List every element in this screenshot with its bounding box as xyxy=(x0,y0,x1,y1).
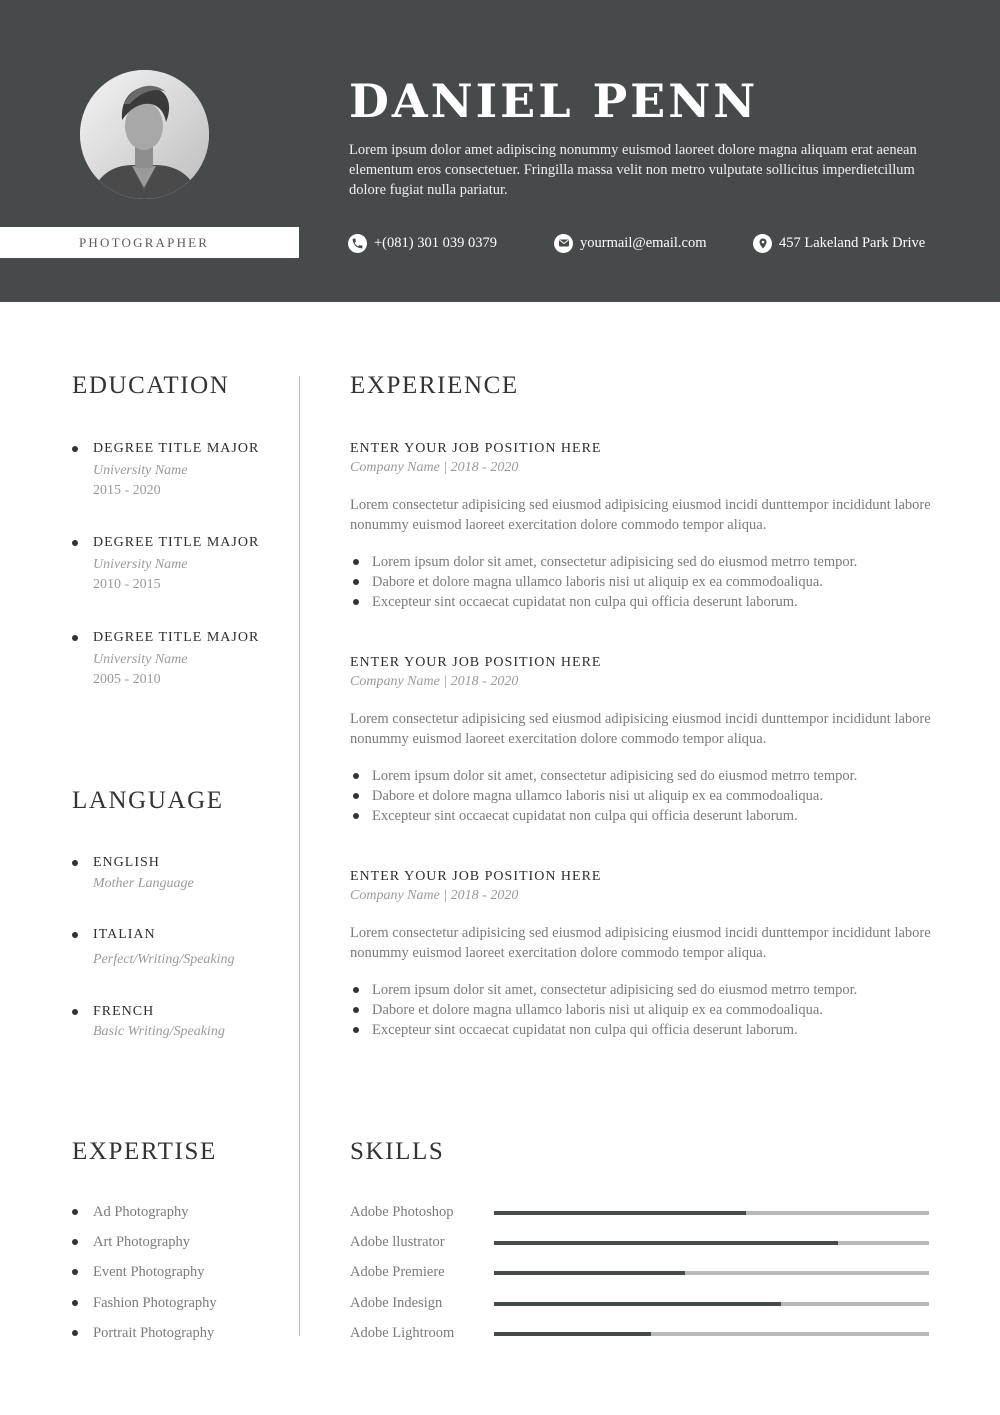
education-degree: DEGREE TITLE MAJOR xyxy=(93,441,260,456)
skill-bar-track xyxy=(494,1241,929,1245)
language-title: LANGUAGE xyxy=(72,787,224,814)
avatar xyxy=(80,70,209,199)
education-degree: DEGREE TITLE MAJOR xyxy=(93,630,260,645)
language-bullet xyxy=(72,1009,78,1015)
language-name: ITALIAN xyxy=(93,927,156,942)
contact-phone[interactable] xyxy=(348,232,497,254)
contact-address[interactable] xyxy=(753,232,925,254)
job-bullet: Lorem ipsum dolor sit amet, consectetur adipisicing sed do eiusmod metrro tempor. xyxy=(350,980,940,1000)
language-level: Perfect/Writing/Speaking xyxy=(93,952,235,967)
skills-title: SKILLS xyxy=(350,1138,445,1165)
education-bullet xyxy=(72,540,78,546)
profile-summary: Lorem ipsum dolor amet adipiscing nonummy euismod laoreet dolore magna aliquam erat aenean elementum eros consectetuer. Fringilla massa velit non metro vulputate sollicitus imperdietcillum dolore fugiat nulla pariatur. xyxy=(349,142,917,198)
expertise-title: EXPERTISE xyxy=(72,1138,217,1165)
avatar-photo xyxy=(80,70,209,199)
column-divider xyxy=(299,376,300,1336)
education-years: 2005 - 2010 xyxy=(93,672,161,687)
email-icon xyxy=(554,234,573,253)
job-description: Lorem consectetur adipisicing sed eiusmod adipisicing eiusmod incidi dunttempor incididunt labore nonummy euismod laoreet exercitation dolore commodo tempor aliqua. xyxy=(350,925,931,961)
job-title-bar: PHOTOGRAPHER xyxy=(0,227,299,258)
location-icon xyxy=(753,234,772,253)
skill-bar-fill xyxy=(494,1241,838,1245)
education-years: 2010 - 2015 xyxy=(93,577,161,592)
job-company: Company Name | 2018 - 2020 xyxy=(350,674,519,689)
skill-bar-fill xyxy=(494,1332,651,1336)
phone-icon xyxy=(348,234,367,253)
skill-name: Adobe Photoshop xyxy=(350,1204,454,1220)
job-bullets xyxy=(350,552,940,612)
experience-title: EXPERIENCE xyxy=(350,372,519,399)
skill-bar-fill xyxy=(494,1302,781,1306)
language-level: Basic Writing/Speaking xyxy=(93,1024,225,1039)
job-bullet: Excepteur sint occaecat cupidatat non culpa qui officia deserunt laborum. xyxy=(350,592,940,612)
skill-bar-fill xyxy=(494,1211,746,1215)
language-name: ENGLISH xyxy=(93,855,160,870)
language-bullet xyxy=(72,932,78,938)
contact-phone-text: +(081) 301 039 0379 xyxy=(374,234,497,251)
expertise-item: Fashion Photography xyxy=(72,1293,217,1313)
education-school: University Name xyxy=(93,557,188,572)
education-school: University Name xyxy=(93,463,188,478)
candidate-name: DANIEL PENN xyxy=(349,74,759,128)
education-title: EDUCATION xyxy=(72,372,230,399)
job-bullet: Excepteur sint occaecat cupidatat non culpa qui officia deserunt laborum. xyxy=(350,806,940,826)
education-years: 2015 - 2020 xyxy=(93,483,161,498)
contact-email[interactable] xyxy=(554,232,707,254)
education-bullet xyxy=(72,446,78,452)
job-bullet: Dabore et dolore magna ullamco laboris nisi ut aliquip ex ea commodoaliqua. xyxy=(350,786,940,806)
job-bullets xyxy=(350,766,940,826)
job-bullet: Excepteur sint occaecat cupidatat non culpa qui officia deserunt laborum. xyxy=(350,1020,940,1040)
job-bullets xyxy=(350,980,940,1040)
job-position: ENTER YOUR JOB POSITION HERE xyxy=(350,869,602,884)
education-bullet xyxy=(72,635,78,641)
skill-name: Adobe Lightroom xyxy=(350,1325,455,1341)
skill-bar-fill xyxy=(494,1271,685,1275)
job-position: ENTER YOUR JOB POSITION HERE xyxy=(350,441,602,456)
expertise-item: Portrait Photography xyxy=(72,1323,214,1343)
language-bullet xyxy=(72,860,78,866)
expertise-item: Ad Photography xyxy=(72,1202,188,1222)
skill-name: Adobe llustrator xyxy=(350,1234,445,1250)
job-company: Company Name | 2018 - 2020 xyxy=(350,460,519,475)
skill-bar-track xyxy=(494,1332,929,1336)
skill-bar-track xyxy=(494,1211,929,1215)
job-bullet: Dabore et dolore magna ullamco laboris nisi ut aliquip ex ea commodoaliqua. xyxy=(350,1000,940,1020)
language-name: FRENCH xyxy=(93,1004,155,1019)
job-bullet: Lorem ipsum dolor sit amet, consectetur adipisicing sed do eiusmod metrro tempor. xyxy=(350,552,940,572)
skill-name: Adobe Indesign xyxy=(350,1295,443,1311)
job-bullet: Dabore et dolore magna ullamco laboris nisi ut aliquip ex ea commodoaliqua. xyxy=(350,572,940,592)
contact-email-text: yourmail@email.com xyxy=(580,234,707,251)
job-description: Lorem consectetur adipisicing sed eiusmod adipisicing eiusmod incidi dunttempor incididunt labore nonummy euismod laoreet exercitation dolore commodo tempor aliqua. xyxy=(350,711,931,747)
language-level: Mother Language xyxy=(93,876,194,891)
education-school: University Name xyxy=(93,652,188,667)
header-band xyxy=(0,0,1000,302)
expertise-item: Art Photography xyxy=(72,1232,190,1252)
job-position: ENTER YOUR JOB POSITION HERE xyxy=(350,655,602,670)
job-company: Company Name | 2018 - 2020 xyxy=(350,888,519,903)
skill-name: Adobe Premiere xyxy=(350,1264,445,1280)
contact-address-text: 457 Lakeland Park Drive xyxy=(779,234,926,251)
skill-bar-track xyxy=(494,1302,929,1306)
job-bullet: Lorem ipsum dolor sit amet, consectetur adipisicing sed do eiusmod metrro tempor. xyxy=(350,766,940,786)
skill-bar-track xyxy=(494,1271,929,1275)
education-degree: DEGREE TITLE MAJOR xyxy=(93,535,260,550)
expertise-item: Event Photography xyxy=(72,1262,205,1282)
job-description: Lorem consectetur adipisicing sed eiusmod adipisicing eiusmod incidi dunttempor incididunt labore nonummy euismod laoreet exercitation dolore commodo tempor aliqua. xyxy=(350,497,931,533)
